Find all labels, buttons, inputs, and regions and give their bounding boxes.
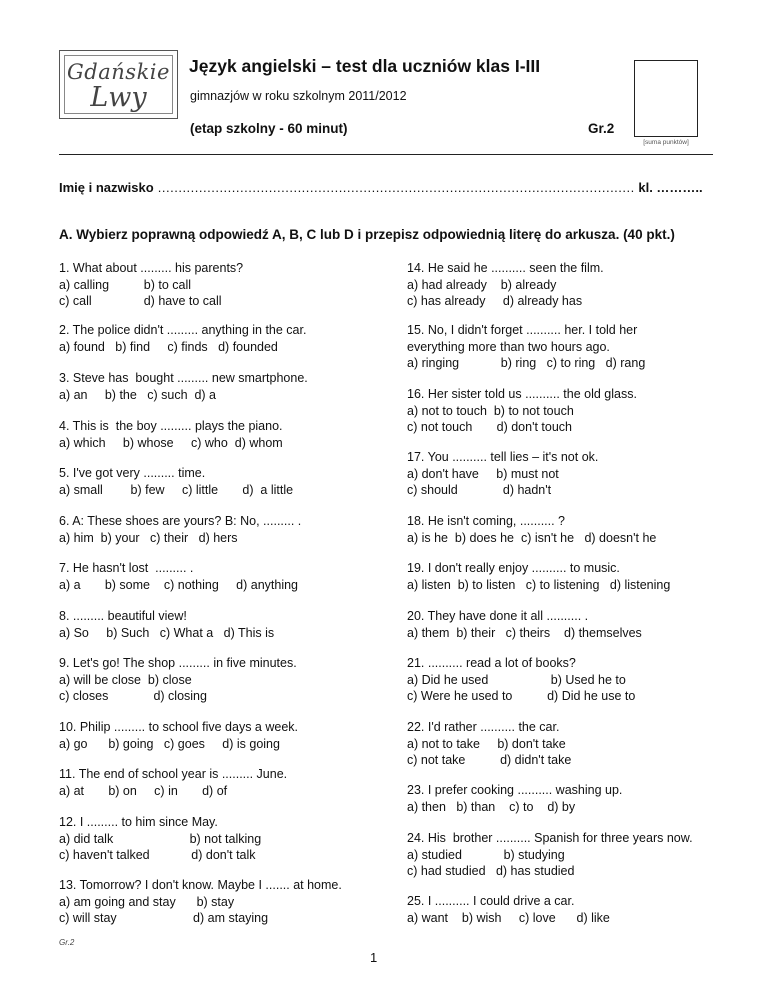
name-label: Imię i nazwisko (59, 180, 154, 195)
question-19: 19. I don't really enjoy .......... to music. a) listen b) to listen c) to listening d) listening (407, 561, 671, 592)
question-22: 22. I'd rather .......... the car. a) not to take b) don't take c) not take d) didn't take (407, 720, 572, 768)
score-box[interactable] (634, 60, 698, 137)
question-10: 10. Philip ......... to school five days a week. a) go b) going c) goes d) is going (59, 720, 299, 751)
question-3: 3. Steve has bought ......... new smartphone. a) an b) the c) such d) a (59, 371, 308, 402)
question-14: 14. He said he .......... seen the film. a) had already b) already c) has already d) already has (407, 261, 604, 309)
question-24: 24. His brother .......... Spanish for three years now. a) studied b) studying c) had studied d) has studied (407, 831, 693, 879)
question-23: 23. I prefer cooking .......... washing up. a) then b) than c) to d) by (407, 783, 623, 814)
school-logo (59, 50, 178, 119)
question-25: 25. I .......... I could drive a car. a) want b) wish c) love d) like (407, 894, 610, 925)
group-label: Gr.2 (588, 121, 615, 136)
question-7: 7. He hasn't lost ......... . a) a b) some c) nothing d) anything (59, 561, 299, 592)
question-18: 18. He isn't coming, .......... ? a) is he b) does he c) isn't he d) doesn't he (407, 514, 657, 545)
question-12: 12. I ......... to him since May. a) did talk b) not talking c) haven't talked d) don't talk (59, 815, 262, 863)
page-number: 1 (370, 950, 378, 965)
logo-line-2: Lwy (90, 82, 147, 113)
question-8: 8. ......... beautiful view! a) So b) Such c) What a d) This is (59, 609, 275, 640)
question-16: 16. Her sister told us .......... the old glass. a) not to touch b) to not touch c) not touch d) don't touch (407, 387, 637, 435)
question-4: 4. This is the boy ......... plays the piano. a) which b) whose c) who d) whom (59, 419, 283, 450)
header-divider (59, 154, 713, 155)
score-caption: [suma punktów] (643, 139, 689, 146)
question-6: 6. A: These shoes are yours? B: No, ......... . a) him b) your c) their d) hers (59, 514, 302, 545)
page-title: Język angielski – test dla uczniów klas I-III (189, 56, 541, 76)
class-label: kl. ……….. (634, 180, 703, 195)
name-blank[interactable]: .................................................................................................................... (153, 180, 635, 195)
footer-group: Gr.2 (59, 938, 75, 947)
question-13: 13. Tomorrow? I don't know. Maybe I ....... at home. a) am going and stay b) stay c) will stay d) am staying (59, 878, 342, 926)
logo-line-1: Gdańskie (67, 60, 170, 84)
logo-frame (64, 55, 173, 114)
question-5: 5. I've got very ......... time. a) small b) few c) little d) a little (59, 466, 294, 497)
question-21: 21. .......... read a lot of books? a) Did he used b) Used he to c) Were he used to d) Did he use to (407, 656, 636, 704)
stage-label: (etap szkolny - 60 minut) (190, 121, 348, 136)
question-2: 2. The police didn't ......... anything in the car. a) found b) find c) finds d) founded (59, 323, 307, 354)
question-15: 15. No, I didn't forget .......... her. I told her everything more than two hours ago. a) ringing b) ring c) to ring d) rang (407, 323, 646, 371)
question-20: 20. They have done it all .......... . a) them b) their c) theirs d) themselves (407, 609, 642, 640)
question-9: 9. Let's go! The shop ......... in five minutes. a) will be close b) close c) closes d) closing (59, 656, 297, 704)
page-subtitle: gimnazjów w roku szkolnym 2011/2012 (190, 89, 407, 103)
name-line[interactable] (59, 180, 703, 195)
section-a-title: A. Wybierz poprawną odpowiedź A, B, C lub D i przepisz odpowiednią literę do arkusza. (40 pkt.) (59, 227, 675, 242)
question-1: 1. What about ......... his parents? a) calling b) to call c) call d) have to call (59, 261, 244, 309)
question-17: 17. You .......... tell lies – it's not ok. a) don't have b) must not c) should d) hadn't (407, 450, 599, 498)
question-11: 11. The end of school year is ......... June. a) at b) on c) in d) of (59, 767, 288, 798)
